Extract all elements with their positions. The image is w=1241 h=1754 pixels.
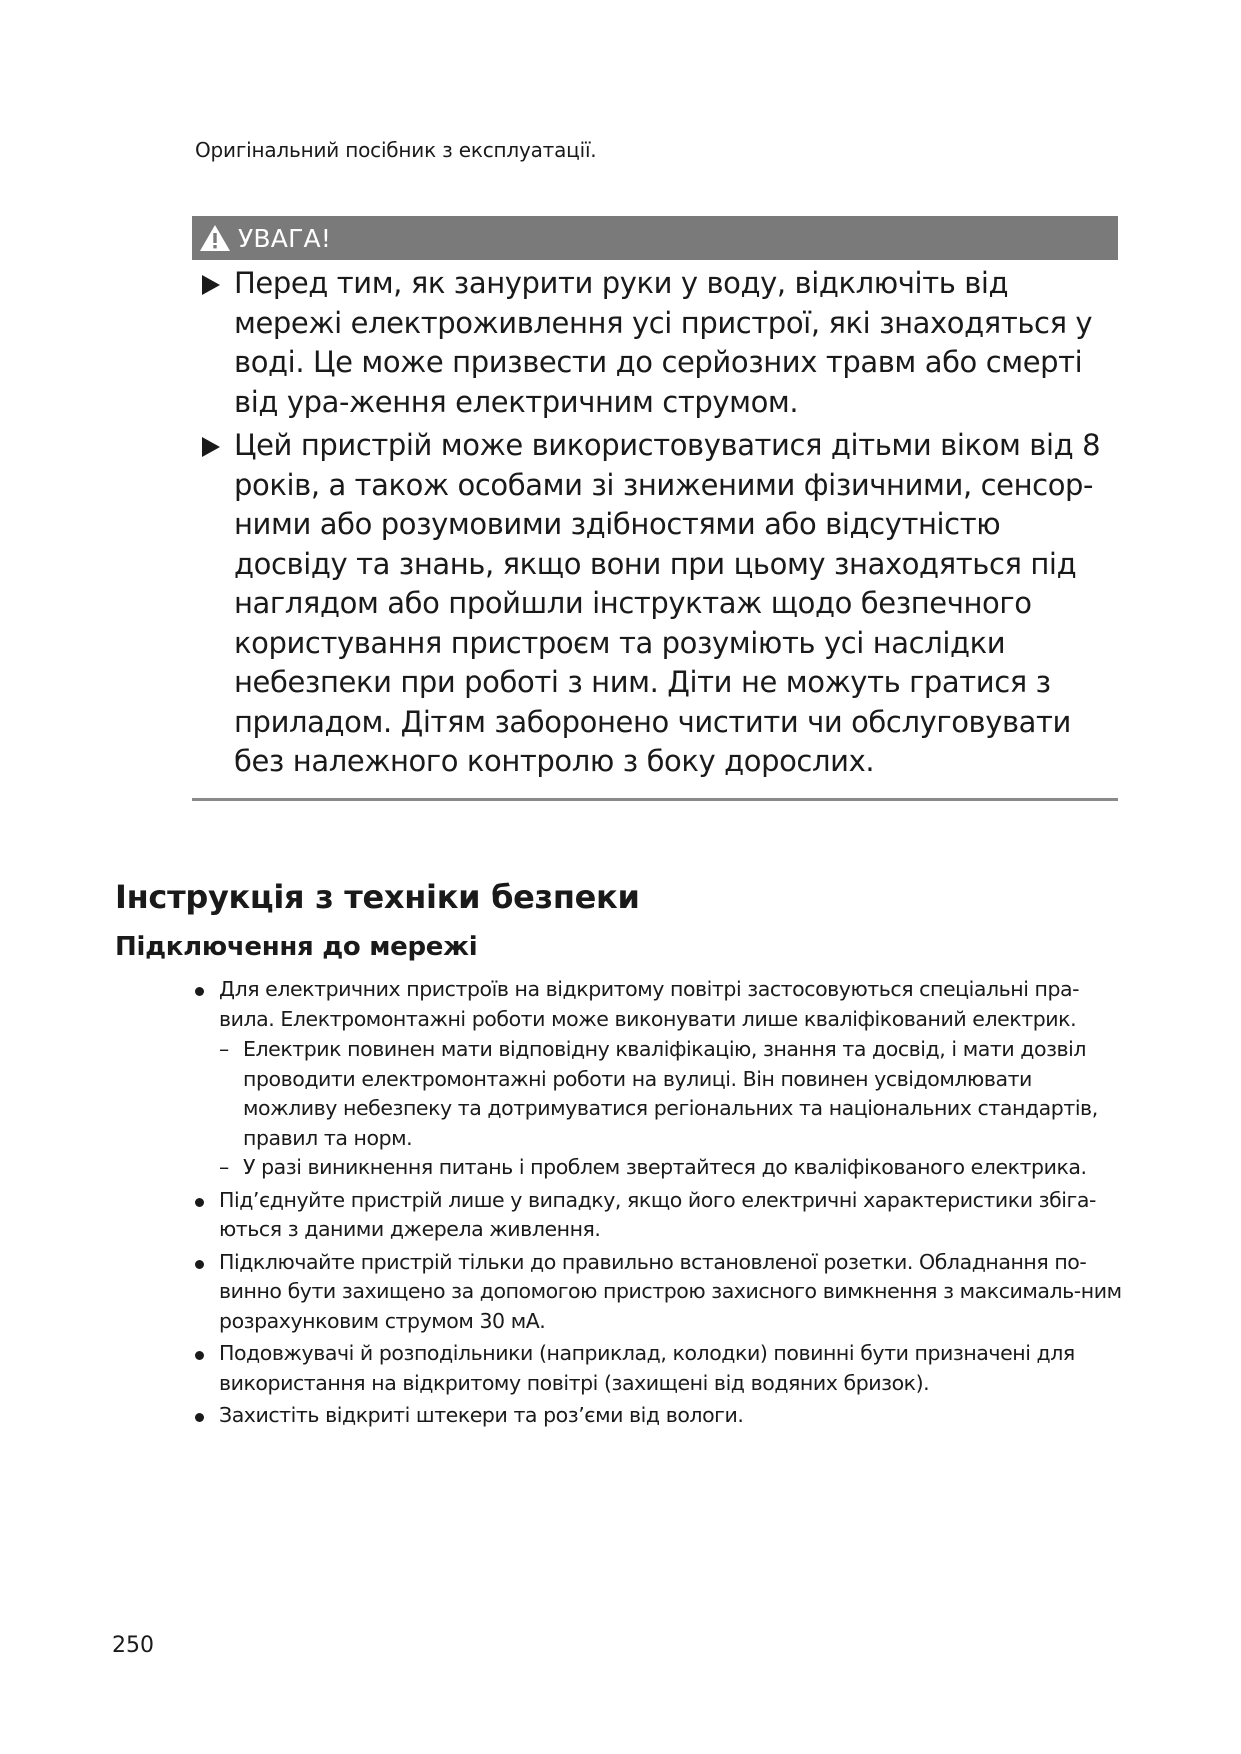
warning-triangle-icon — [198, 223, 232, 253]
warning-header — [192, 216, 1118, 260]
safety-list — [195, 975, 1130, 1434]
warning-item — [192, 426, 1118, 782]
warning-label: УВАГА! — [238, 223, 332, 253]
bullet-dot-icon — [195, 1186, 219, 1245]
triangle-bullet-icon — [192, 426, 234, 782]
warning-item-text: Цей пристрій може використовуватися дітьми віком від 8 років, а також особами зі зниженими фізичними, сенсор-ними або розумовими здібностями або відсутністю досвіду та знань, якщо вони при цьому знаходяться під наглядом або пройшли інструктаж щодо безпечного користування пристроєм та розуміють усі наслідки небезпеки при роботі з ним. Діти не можуть гратися з приладом. Дітям заборонено чистити чи обслуговувати без належного контролю з боку дорослих. — [234, 428, 1101, 778]
sub-list-item — [219, 1035, 1130, 1153]
list-item-text: Підключайте пристрій тільки до правильно встановленої розетки. Обладнання по-винно бути захищено за допомогою пристрою захисного вимкнення з максималь-ним розрахунковим струмом 30 мА. — [219, 1249, 1122, 1333]
triangle-bullet-icon — [192, 264, 234, 422]
sub-list-item — [219, 1153, 1130, 1183]
warning-item — [192, 264, 1118, 422]
bullet-dot-icon — [195, 1339, 219, 1398]
warning-item-text: Перед тим, як занурити руки у воду, відключіть від мережі електроживлення усі пристрої, які знаходяться у воді. Це може призвести до серйозних травм або смерті від ура-ження електричним струмом. — [234, 266, 1093, 419]
sub-list — [219, 1035, 1130, 1183]
dash-bullet: – — [219, 1155, 229, 1179]
section-title: Інструкція з техніки безпеки — [115, 878, 640, 916]
sub-list-item-text: Електрик повинен мати відповідну кваліфікацію, знання та досвід, і мати дозвіл проводити електромонтажні роботи на вулиці. Він повинен усвідомлювати можливу небезпеку та дотримуватися регіональних та національних стандартів, правил та норм. — [243, 1037, 1098, 1150]
warning-body — [192, 260, 1118, 801]
bullet-dot-icon — [195, 1401, 219, 1431]
intro-text: Оригінальний посібник з експлуатації. — [195, 138, 597, 162]
list-item — [195, 1186, 1130, 1245]
list-item-text: Для електричних пристроїв на відкритому повітрі застосовуються спеціальні пра-вила. Електромонтажні роботи може виконувати лише кваліфікований електрик. — [219, 977, 1080, 1031]
list-item — [195, 1248, 1130, 1337]
list-item-text: Захистіть відкриті штекери та роз’єми від вологи. — [219, 1403, 744, 1427]
list-item — [195, 975, 1130, 1183]
dash-bullet: – — [219, 1037, 229, 1061]
warning-box — [192, 216, 1118, 801]
page-number: 250 — [112, 1633, 154, 1658]
sub-list-item-text: У разі виникнення питань і проблем звертайтеся до кваліфікованого електрика. — [243, 1155, 1087, 1179]
list-item-text: Подовжувачі й розподільники (наприклад, колодки) повинні бути призначені для використання на відкритому повітрі (захищені від водяних бризок). — [219, 1341, 1075, 1395]
list-item-text: Під’єднуйте пристрій лише у випадку, якщо його електричні характеристики збіга-ються з даними джерела живлення. — [219, 1187, 1096, 1241]
bullet-dot-icon — [195, 1248, 219, 1337]
list-item — [195, 1339, 1130, 1398]
subsection-title: Підключення до мережі — [115, 932, 478, 962]
list-item — [195, 1401, 1130, 1431]
bullet-dot-icon — [195, 975, 219, 1183]
